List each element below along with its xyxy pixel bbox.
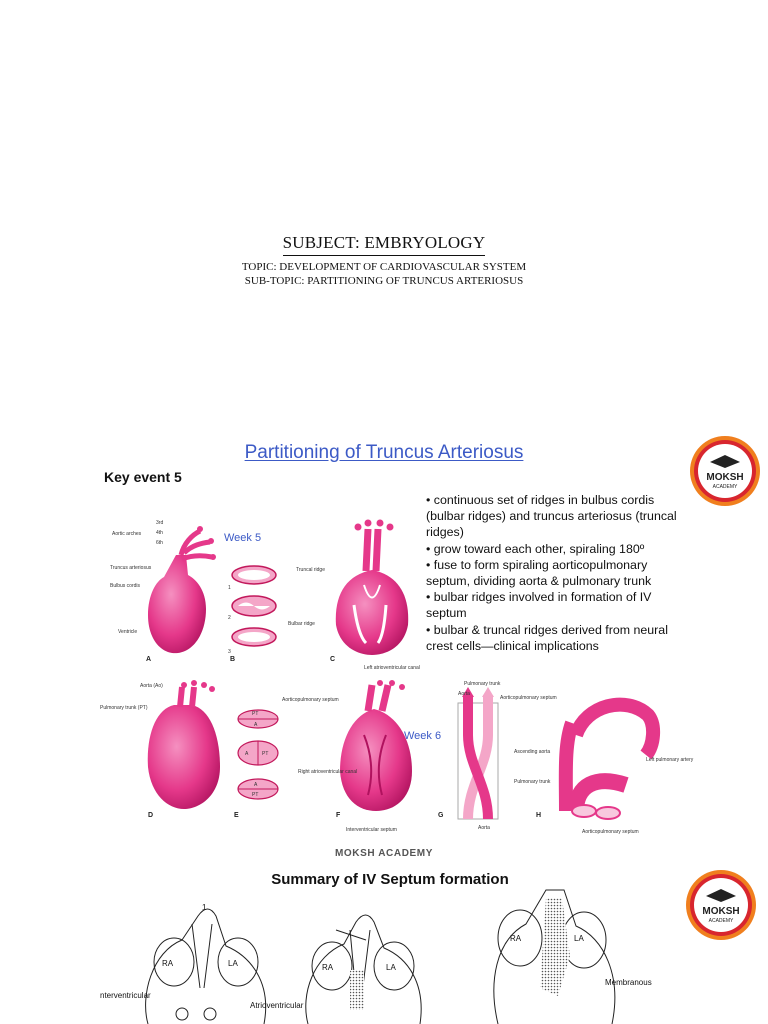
figure-letter-c: C: [330, 656, 336, 663]
label-la-1: LA: [228, 959, 238, 968]
moksh-academy-logo: [688, 434, 762, 508]
figure-letter-e: E: [234, 812, 239, 819]
label-membranous: Membranous: [605, 978, 652, 987]
label-left-pulmonary-artery: Left pulmonary artery: [646, 757, 694, 763]
label-truncal-ridge: Truncal ridge: [296, 567, 325, 573]
section-number-2: 2: [228, 615, 231, 621]
label-pt-2: PT: [262, 751, 269, 757]
week6-label: Week 6: [404, 730, 442, 742]
label-arch-3rd: 3rd: [156, 520, 164, 526]
logo-sub: ACADEMY: [708, 918, 734, 924]
label-aorta-g-top: Aorta: [458, 691, 470, 697]
label-aorticopulmonary-septum-g: Aorticopulmonary septum: [500, 695, 557, 701]
heart-figure-c: [336, 520, 408, 656]
label-pt-1: PT: [252, 711, 259, 717]
label-ra-3: RA: [510, 934, 522, 943]
label-ventricle: Ventricle: [118, 629, 138, 635]
label-arch-6th: 6th: [156, 540, 163, 546]
label-a-3: A: [254, 782, 258, 788]
label-ra-2: RA: [322, 963, 334, 972]
bullet-item: • bulbar & truncal ridges derived from neural crest cells—clinical implications: [426, 622, 668, 653]
diagram-week6: [96, 675, 576, 850]
figure-letter-d: D: [148, 812, 154, 819]
label-left-av-canal: Left atrioventricular canal: [364, 665, 420, 671]
logo-name: MOKSH: [702, 906, 740, 917]
label-aortic-arches: Aortic arches: [112, 531, 142, 537]
label-aorticopulmonary-septum-h: Aorticopulmonary septum: [582, 829, 639, 835]
slide-title: Summary of IV Septum formation: [271, 871, 509, 888]
label-aorticopulmonary-septum-e: Aorticopulmonary septum: [282, 697, 339, 703]
week5-label: Week 5: [224, 532, 262, 544]
slide-title: Partitioning of Truncus Arteriosus: [244, 442, 524, 463]
bullet-item: • bulbar ridges involved in formation of IV septum: [426, 590, 652, 621]
label-ra-1: RA: [162, 959, 174, 968]
title-block: [0, 232, 768, 288]
label-pulmonary-trunk-h: Pulmonary trunk: [514, 779, 551, 785]
cross-sections-e: [238, 710, 278, 799]
bullet-list: [426, 492, 688, 654]
subtopic-line: SUB-TOPIC: PARTITIONING OF TRUNCUS ARTERIOSUS: [244, 275, 524, 287]
septum-shading-3: [540, 898, 570, 996]
label-arch-4th: 4th: [156, 530, 163, 536]
logo-sub: ACADEMY: [712, 484, 738, 490]
footer-watermark: MOKSH ACADEMY: [335, 848, 433, 859]
label-interventricular: nterventricular: [100, 991, 151, 1000]
heart-figure-f: [340, 680, 412, 811]
label-atrioventricular: Atrioventricular: [250, 1001, 304, 1010]
label-bulbar-ridge: Bulbar ridge: [288, 621, 315, 627]
spiral-figure-g: [458, 687, 498, 819]
diagram-iv-septum: [100, 886, 680, 1024]
label-bulbus-cordis: Bulbus cordis: [110, 583, 141, 589]
label-interventricular-septum: Interventricular septum: [346, 827, 397, 833]
label-la-3: LA: [574, 934, 584, 943]
heart-figure-d: [148, 680, 220, 809]
label-la-2: LA: [386, 963, 396, 972]
section-number-1: 1: [228, 585, 231, 591]
label-pulmonary-trunk-g: Pulmonary trunk: [464, 681, 501, 687]
septum-shading-2: [350, 970, 364, 1010]
label-a-1: A: [254, 722, 258, 728]
label-ascending-aorta: Ascending aorta: [514, 749, 551, 755]
label-number-1: 1: [202, 903, 207, 912]
key-event-label: Key event 5: [104, 469, 182, 485]
label-a-2: A: [245, 751, 249, 757]
bullet-item: • grow toward each other, spiraling 180º: [426, 541, 645, 556]
figure-letter-f: F: [336, 812, 341, 819]
cross-sections-b: [232, 566, 276, 646]
bullet-item: • continuous set of ridges in bulbus cordis (bulbar ridges) and truncus arteriosus (truncal ridges): [426, 493, 677, 540]
figure-letter-g: G: [438, 812, 444, 819]
section-number-3: 3: [228, 649, 231, 655]
bullet-item: • fuse to form spiraling aorticopulmonary septum, dividing aorta & pulmonary trunk: [426, 557, 652, 589]
label-pt-3: PT: [252, 792, 259, 798]
label-right-av-canal: Right atrioventricular canal: [298, 769, 358, 775]
label-aorta-g-bottom: Aorta: [478, 825, 490, 831]
topic-line: TOPIC: DEVELOPMENT OF CARDIOVASCULAR SYSTEM: [241, 261, 527, 273]
slide-iv-septum: [100, 864, 680, 1024]
slide-partitioning: [96, 430, 694, 850]
label-truncus-arteriosus: Truncus arteriosus: [110, 565, 152, 571]
diagram-week5: [96, 515, 426, 675]
subject-heading: SUBJECT: EMBRYOLOGY: [283, 232, 486, 256]
label-pulmonary-trunk-pt: Pulmonary trunk (PT): [100, 705, 148, 711]
logo-name: MOKSH: [706, 472, 744, 483]
figure-letter-b: B: [230, 656, 236, 663]
moksh-academy-logo: [684, 868, 758, 942]
label-aorta-ao: Aorta (Ao): [140, 683, 163, 689]
figure-letter-h: H: [536, 812, 542, 819]
figure-letter-a: A: [146, 656, 152, 663]
vessels-figure-h-right: [566, 675, 694, 850]
